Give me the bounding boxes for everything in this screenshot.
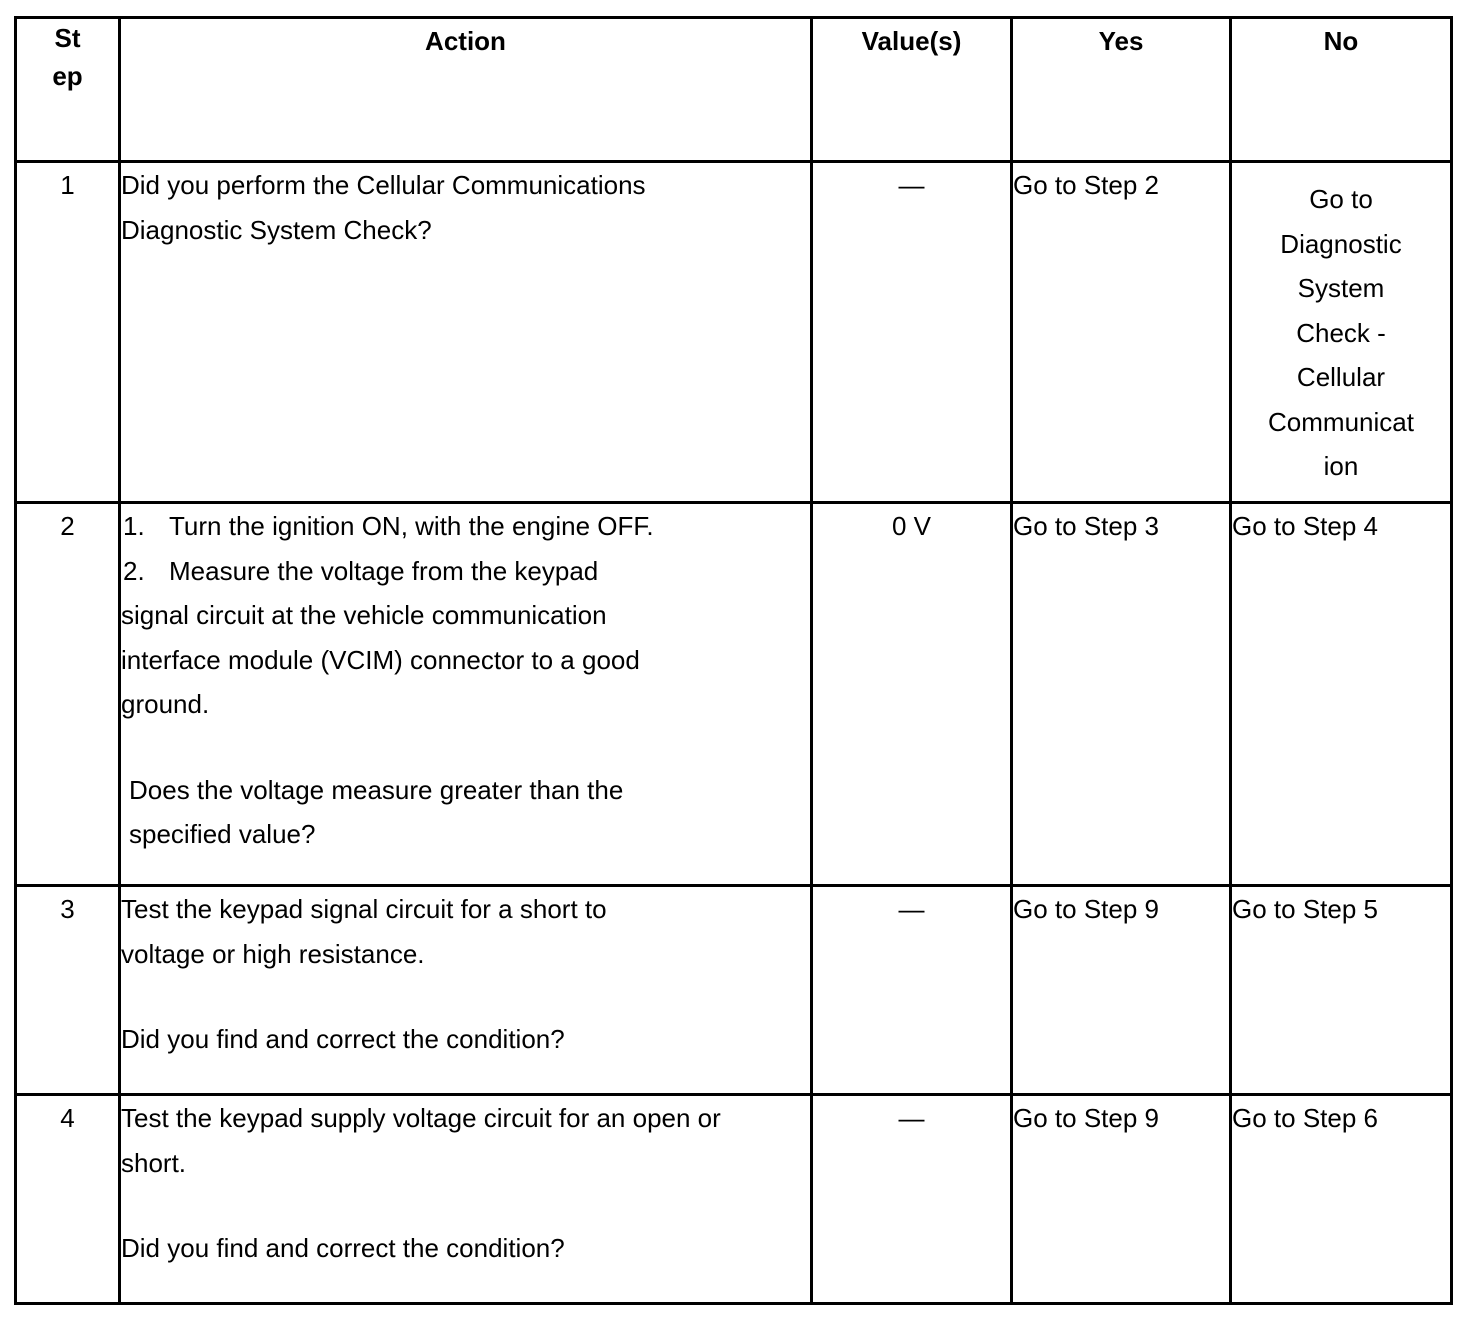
action-list-item: 2. Measure the voltage from the keypad	[123, 555, 599, 586]
action-cell	[120, 886, 812, 1095]
action-question: Does the voltage measure greater than the specified value?	[129, 774, 624, 849]
table-row	[16, 886, 1452, 1095]
step-number: 4	[16, 1095, 120, 1304]
value-cell: —	[812, 1095, 1012, 1304]
no-line: Check -	[1296, 317, 1386, 348]
step-number: 3	[16, 886, 120, 1095]
header-action: Action	[120, 18, 812, 162]
no-cell: Go to Step 4	[1231, 503, 1452, 886]
table-row	[16, 1095, 1452, 1304]
header-yes: Yes	[1012, 18, 1231, 162]
action-cell	[120, 162, 812, 503]
action-question: Did you find and correct the condition?	[121, 1024, 565, 1054]
value-cell: —	[812, 162, 1012, 503]
value-cell: —	[812, 886, 1012, 1095]
action-text: Test the keypad supply voltage circuit for an open or short.	[121, 1103, 721, 1178]
no-cell	[1231, 162, 1452, 503]
value-cell: 0 V	[812, 503, 1012, 886]
table-row	[16, 162, 1452, 503]
no-cell: Go to Step 5	[1231, 886, 1452, 1095]
header-row	[16, 18, 1452, 162]
diagnostic-table	[14, 16, 1453, 1305]
no-line: System	[1297, 273, 1385, 303]
header-step: St ep	[16, 18, 120, 162]
table-row	[16, 503, 1452, 886]
action-cell	[120, 1095, 812, 1304]
no-line: Communicat	[1268, 406, 1414, 437]
action-cell	[120, 503, 812, 886]
no-cell: Go to Step 6	[1231, 1095, 1452, 1304]
action-text: Did you perform the Cellular Communications Diagnostic System Check?	[121, 170, 646, 245]
no-line: ion	[1323, 451, 1359, 481]
step-number: 2	[16, 503, 120, 886]
action-continuation: signal circuit at the vehicle communication interface module (VCIM) connector to a good ground.	[121, 600, 640, 719]
header-no: No	[1231, 18, 1452, 162]
no-line: Go to	[1309, 184, 1373, 214]
yes-cell: Go to Step 2	[1012, 162, 1231, 503]
no-line: Diagnostic	[1280, 228, 1402, 259]
step-number: 1	[16, 162, 120, 503]
yes-cell: Go to Step 3	[1012, 503, 1231, 886]
header-values: Value(s)	[812, 18, 1012, 162]
action-question: Did you find and correct the condition?	[121, 1233, 565, 1263]
action-list-item: 1. Turn the ignition ON, with the engine OFF.	[123, 511, 654, 541]
no-line: Cellular	[1296, 362, 1386, 392]
yes-cell: Go to Step 9	[1012, 1095, 1231, 1304]
yes-cell: Go to Step 9	[1012, 886, 1231, 1095]
action-text: Test the keypad signal circuit for a short to voltage or high resistance.	[121, 894, 607, 969]
